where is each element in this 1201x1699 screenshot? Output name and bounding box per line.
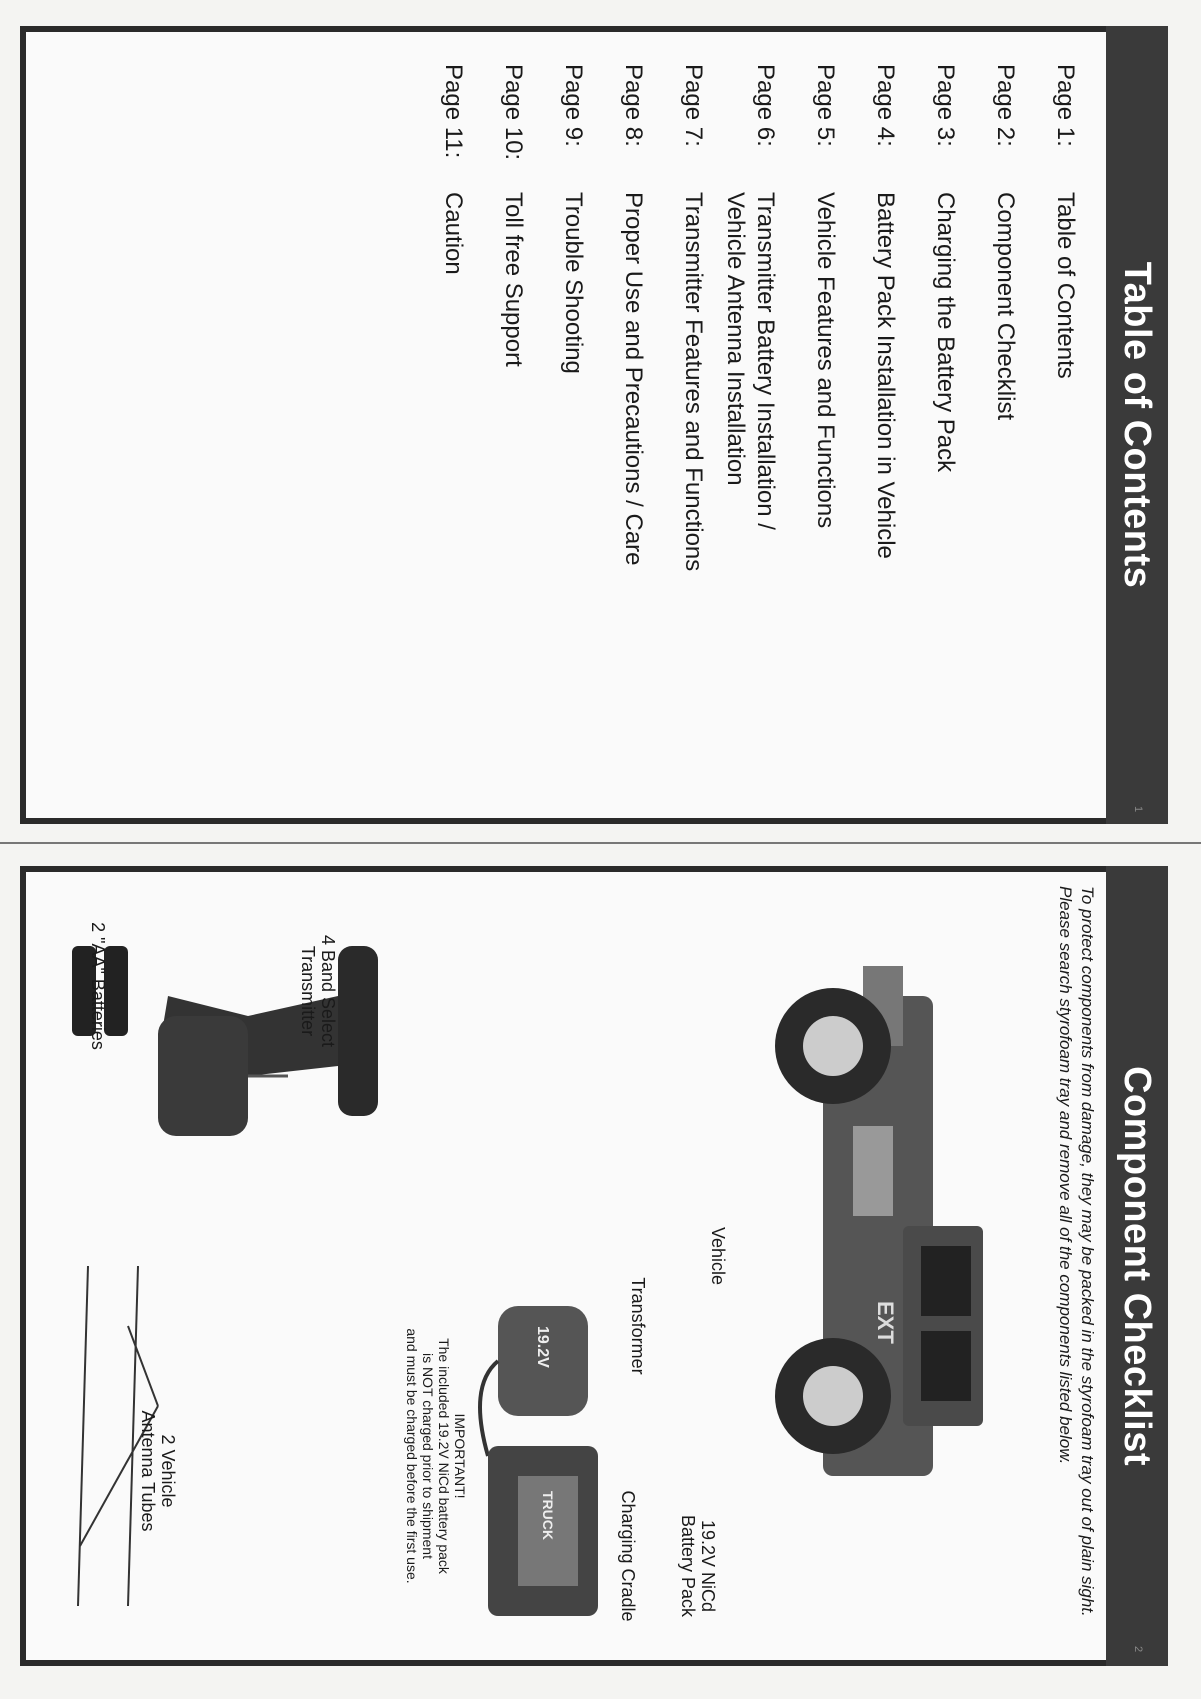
checklist-intro: To protect components from damage, they may be packed in the styrofoam tray out of plain sight. Please search styrofoam tray and remove all of the components listed below. (1056, 886, 1097, 1617)
toc-entry (648, 64, 708, 784)
toc-list (408, 64, 1080, 784)
important-heading: IMPORTANT! (452, 1413, 468, 1499)
toc-entry-page: Page 8: (620, 64, 647, 147)
transmitter-illustration (118, 926, 398, 1166)
caption-transmitter: 4 Band Select Transmitter (298, 934, 338, 1048)
important-text: The included 19.2V NiCd battery pack is NOT charged prior to shipment and must be charged before the first use. (404, 1328, 452, 1584)
toc-entry-page: Page 7: (680, 64, 707, 147)
checklist-rotated-content (20, 866, 1168, 1666)
toc-page-number: 1 (1132, 806, 1144, 813)
toc-entry (528, 64, 588, 784)
caption-antenna-tubes: 2 Vehicle Antenna Tubes (138, 1410, 178, 1532)
toc-entry-title: Caution (440, 192, 467, 275)
toc-entry-title: Proper Use and Precautions / Care (620, 192, 647, 566)
battery-label: TRUCK (540, 1491, 556, 1540)
toc-entry-title: Charging the Battery Pack (932, 192, 959, 473)
toc-entry-page: Page 2: (992, 64, 1019, 147)
toc-title: Table of Contents (1116, 261, 1158, 589)
toc-entry-title: Table of Contents (1052, 192, 1079, 379)
caption-charging-cradle: Charging Cradle (618, 1490, 638, 1622)
toc-entry-title: Trouble Shooting (560, 192, 587, 374)
toc-entry (468, 64, 528, 784)
toc-entry-title: Transmitter Battery Installation / Vehicle Antenna Installation (722, 192, 779, 530)
toc-entry-page: Page 3: (932, 64, 959, 147)
important-note (404, 1266, 468, 1646)
toc-entry (408, 64, 468, 784)
vehicle-illustration (743, 926, 1043, 1566)
toc-entry-page: Page 5: (812, 64, 839, 147)
toc-entry-title: Toll free Support (500, 192, 527, 367)
checklist-page-number: 2 (1132, 1646, 1144, 1653)
toc-entry (708, 64, 780, 784)
toc-entry-page: Page 4: (872, 64, 899, 147)
toc-entry (960, 64, 1020, 784)
toc-entry-page: Page 9: (560, 64, 587, 147)
toc-entry-title: Component Checklist (992, 192, 1019, 421)
toc-entry-page: Page 1: (1052, 64, 1079, 147)
caption-battery-pack: 19.2V NiCd Battery Pack (678, 1514, 718, 1618)
toc-entry (780, 64, 840, 784)
transformer-label: 19.2V (534, 1326, 551, 1368)
charger-illustration (468, 1286, 608, 1646)
toc-entry-page: Page 10: (500, 64, 527, 161)
toc-entry (840, 64, 900, 784)
caption-transformer: Transformer (628, 1277, 648, 1375)
page-divider (0, 842, 1201, 844)
toc-entry (900, 64, 960, 784)
toc-entry (1020, 64, 1080, 784)
toc-entry-title: Transmitter Features and Functions (680, 192, 707, 572)
caption-aa-batteries: 2 "AA" Batteries (88, 922, 108, 1050)
toc-entry-page: Page 11: (440, 64, 467, 159)
toc-entry (588, 64, 648, 784)
toc-entry-page: Page 6: (752, 64, 779, 147)
vehicle-logo: EXT (873, 1301, 898, 1344)
caption-vehicle: Vehicle (708, 1226, 728, 1286)
toc-rotated-content (20, 26, 1168, 824)
toc-entry-title: Battery Pack Installation in Vehicle (872, 192, 899, 559)
checklist-title: Component Checklist (1116, 1065, 1158, 1467)
toc-entry-title: Vehicle Features and Functions (812, 192, 839, 529)
